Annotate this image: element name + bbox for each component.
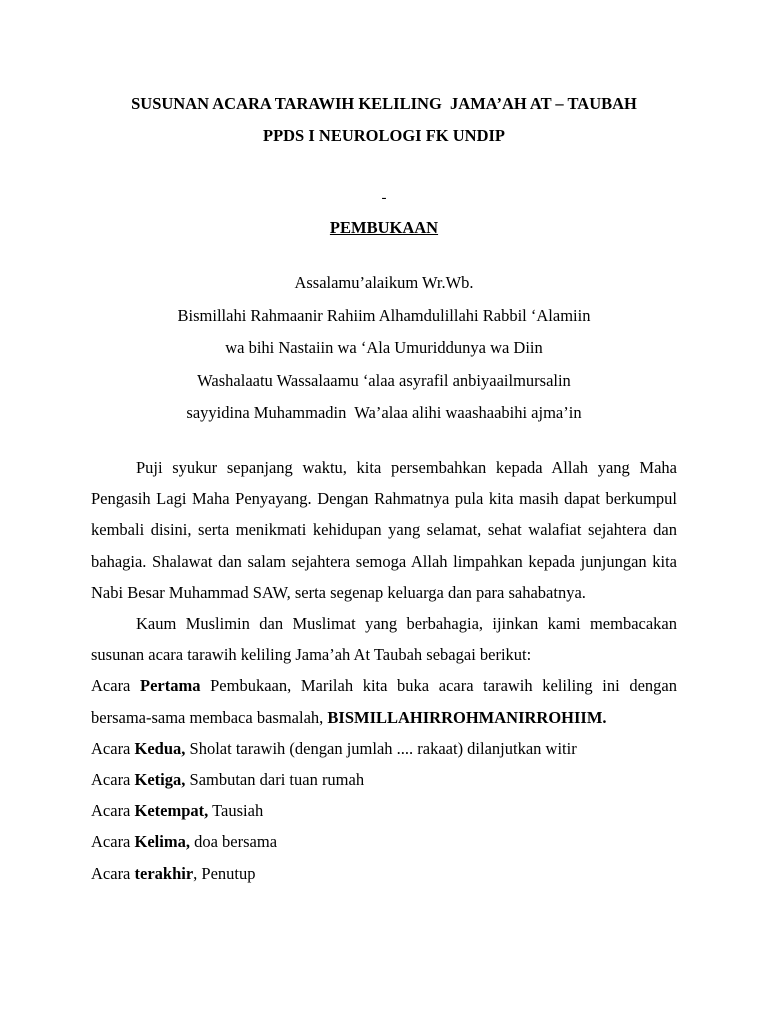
document-title: SUSUNAN ACARA TARAWIH KELILING JAMA’AH AT – TAUBAH: [131, 94, 637, 113]
separator-dash: -: [381, 190, 387, 206]
acara-label: Ketiga,: [134, 770, 186, 790]
acara-prefix: Acara: [91, 770, 135, 790]
acara-item: [91, 858, 677, 889]
paragraph: Puji syukur sepanjang waktu, kita persembahkan kepada Allah yang Maha Pengasih Lagi Maha Penyayang. Dengan Rahmatnya pula kita masih dapat berkumpul kembali disini, serta menikmati kehidupan yang selamat, sehat walafiat sejahtera dan bahagia. Shalawat dan salam sejahtera semoga Allah limpahkan kepada junjungan kita Nabi Besar Muhammad SAW, serta segenap keluarga dan para sahabatnya.: [91, 458, 677, 602]
acara-text: Tausiah: [208, 801, 264, 821]
greeting-block: [0, 267, 768, 430]
acara-prefix: Acara: [91, 832, 135, 852]
section-title: PEMBUKAAN: [329, 218, 439, 237]
document-subtitle: PPDS I NEUROLOGI FK UNDIP: [262, 126, 505, 145]
greeting-line: wa bihi Nastaiin wa ‘Ala Umuriddunya wa Diin: [225, 338, 543, 357]
greeting-line: sayyidina Muhammadin Wa’alaa alihi waashaabihi ajma’in: [186, 403, 582, 422]
acara-item: [91, 670, 677, 732]
greeting-line: Assalamu’alaikum Wr.Wb.: [294, 273, 474, 292]
greeting-line: Washalaatu Wassalaamu ‘alaa asyrafil anbiyaailmursalin: [197, 370, 571, 390]
acara-label: terakhir: [134, 863, 194, 883]
acara-text: Pembukaan, Marilah kita buka acara tarawih keliling ini dengan bersama-sama membaca basmalah,: [91, 676, 677, 727]
acara-emphasis: BISMILLAHIRROHMANIRROHIIM.: [327, 707, 607, 727]
acara-prefix: Acara: [91, 738, 135, 758]
acara-prefix: Acara: [91, 676, 141, 696]
acara-item: [91, 764, 677, 795]
acara-item: [91, 826, 677, 857]
paragraph: Kaum Muslimin dan Muslimat yang berbahagia, ijinkan kami membacakan susunan acara tarawih keliling Jama’ah At Taubah sebagai berikut:: [91, 614, 677, 665]
acara-text: doa bersama: [189, 832, 278, 852]
acara-text: Sholat tarawih (dengan jumlah .... rakaat) dilanjutkan witir: [185, 738, 577, 758]
acara-label: Kedua,: [134, 738, 186, 758]
document-body: [91, 452, 677, 889]
acara-text: , Penutup: [193, 863, 256, 883]
acara-label: Ketempat,: [134, 801, 209, 821]
acara-prefix: Acara: [91, 863, 135, 883]
acara-item: [91, 733, 677, 764]
acara-prefix: Acara: [91, 801, 135, 821]
acara-text: Sambutan dari tuan rumah: [185, 770, 365, 790]
acara-item: [91, 795, 677, 826]
greeting-line: Bismillahi Rahmaanir Rahiim Alhamdulillahi Rabbil ‘Alamiin: [177, 305, 591, 325]
acara-label: Kelima,: [134, 832, 190, 852]
acara-label: Pertama: [140, 676, 201, 696]
